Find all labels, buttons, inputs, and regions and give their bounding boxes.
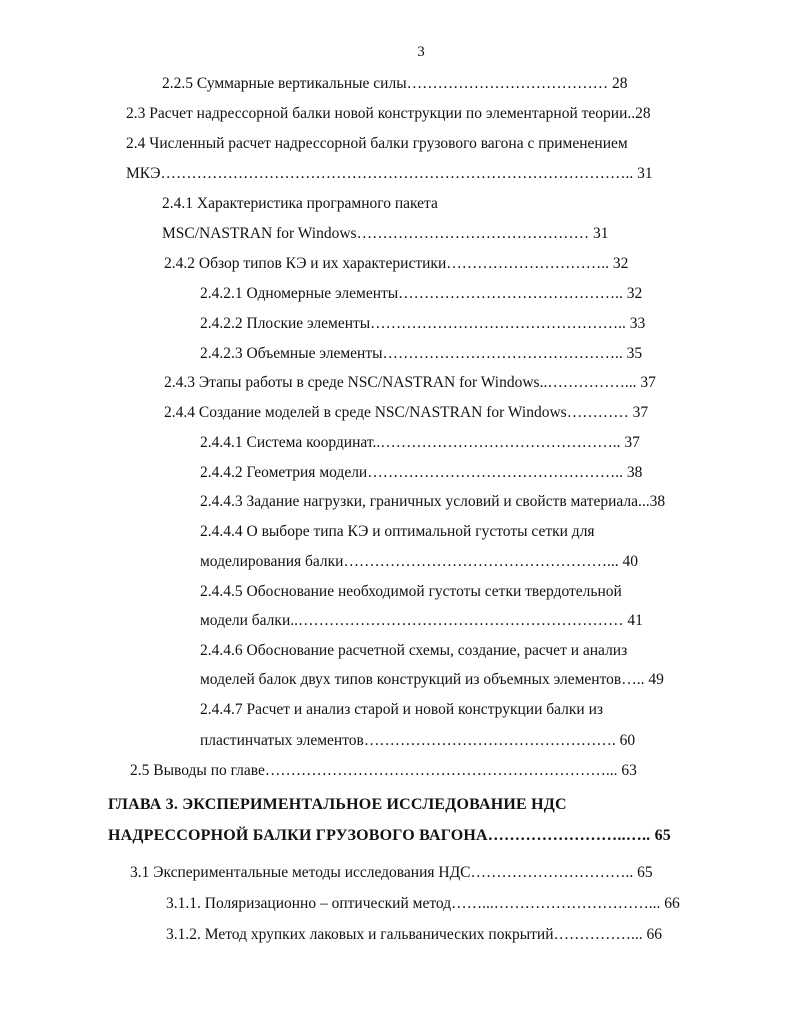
chapter-heading: ГЛАВА 3. ЭКСПЕРИМЕНТАЛЬНОЕ ИССЛЕДОВАНИЕ НДС — [108, 796, 567, 813]
toc-line: 2.4.4.5 Обоснование необходимой густоты сетки твердотельной — [200, 583, 622, 600]
toc-line: 3.1 Экспериментальные методы исследования НДС………………………….. 65 — [130, 864, 653, 881]
toc-line: моделей балок двух типов конструкций из объемных элементов….. 49 — [200, 671, 664, 688]
chapter-heading: НАДРЕССОРНОЙ БАЛКИ ГРУЗОВОГО ВАГОНА……………………..….. 65 — [108, 827, 671, 844]
toc-line: MSC/NASTRAN for Windows……………………………………… 31 — [162, 225, 609, 242]
toc-line: 2.4.4 Создание моделей в среде NSC/NASTRAN for Windows………… 37 — [164, 404, 649, 421]
toc-line: модели балки..……………………………………………………… 41 — [200, 612, 643, 629]
toc-line: 2.4 Численный расчет надрессорной балки грузового вагона с применением — [126, 135, 628, 152]
toc-line: 3.1.1. Поляризационно – оптический метод……...…………………………... 66 — [166, 895, 680, 912]
toc-line: моделирования балки……………………………………………... 40 — [200, 553, 638, 570]
toc-line: 2.4.4.2 Геометрия модели………………………………………….. 38 — [200, 464, 643, 481]
toc-line: 2.4.3 Этапы работы в среде NSC/NASTRAN for Windows..……………... 37 — [164, 374, 656, 391]
toc-line: 2.4.2 Обзор типов КЭ и их характеристики………………………….. 32 — [164, 255, 629, 272]
toc-line: 2.4.2.1 Одномерные элементы…………………………………….. 32 — [200, 285, 643, 302]
toc-line: пластинчатых элементов…………………………………………. 60 — [200, 732, 636, 749]
toc-line: 2.4.1 Характеристика програмного пакета — [162, 195, 438, 212]
page-number: 3 — [417, 44, 425, 60]
toc-line: 2.4.4.4 О выборе типа КЭ и оптимальной густоты сетки для — [200, 523, 595, 540]
toc-line: 2.3 Расчет надрессорной балки новой конструкции по элементарной теории..28 — [126, 105, 651, 122]
toc-line: 2.4.4.7 Расчет и анализ старой и новой конструкции балки из — [200, 701, 603, 718]
toc-line: 2.2.5 Суммарные вертикальные силы………………………………… 28 — [162, 75, 628, 92]
toc-line: 2.4.4.3 Задание нагрузки, граничных условий и свойств материала...38 — [200, 493, 666, 510]
toc-line: 2.5 Выводы по главе…………………………………………………………... 63 — [130, 762, 637, 779]
toc-line: МКЭ……………………………………………………………………………….. 31 — [126, 165, 653, 182]
toc-line: 2.4.4.6 Обоснование расчетной схемы, создание, расчет и анализ — [200, 642, 628, 659]
toc-line: 2.4.4.1 Система координат..……………………………………….. 37 — [200, 434, 640, 451]
toc-line: 2.4.2.3 Объемные элементы……………………………………….. 35 — [200, 345, 643, 362]
toc-line: 2.4.2.2 Плоские элементы………………………………………….. 33 — [200, 315, 646, 332]
toc-line: 3.1.2. Метод хрупких лаковых и гальванических покрытий……………... 66 — [166, 926, 663, 943]
